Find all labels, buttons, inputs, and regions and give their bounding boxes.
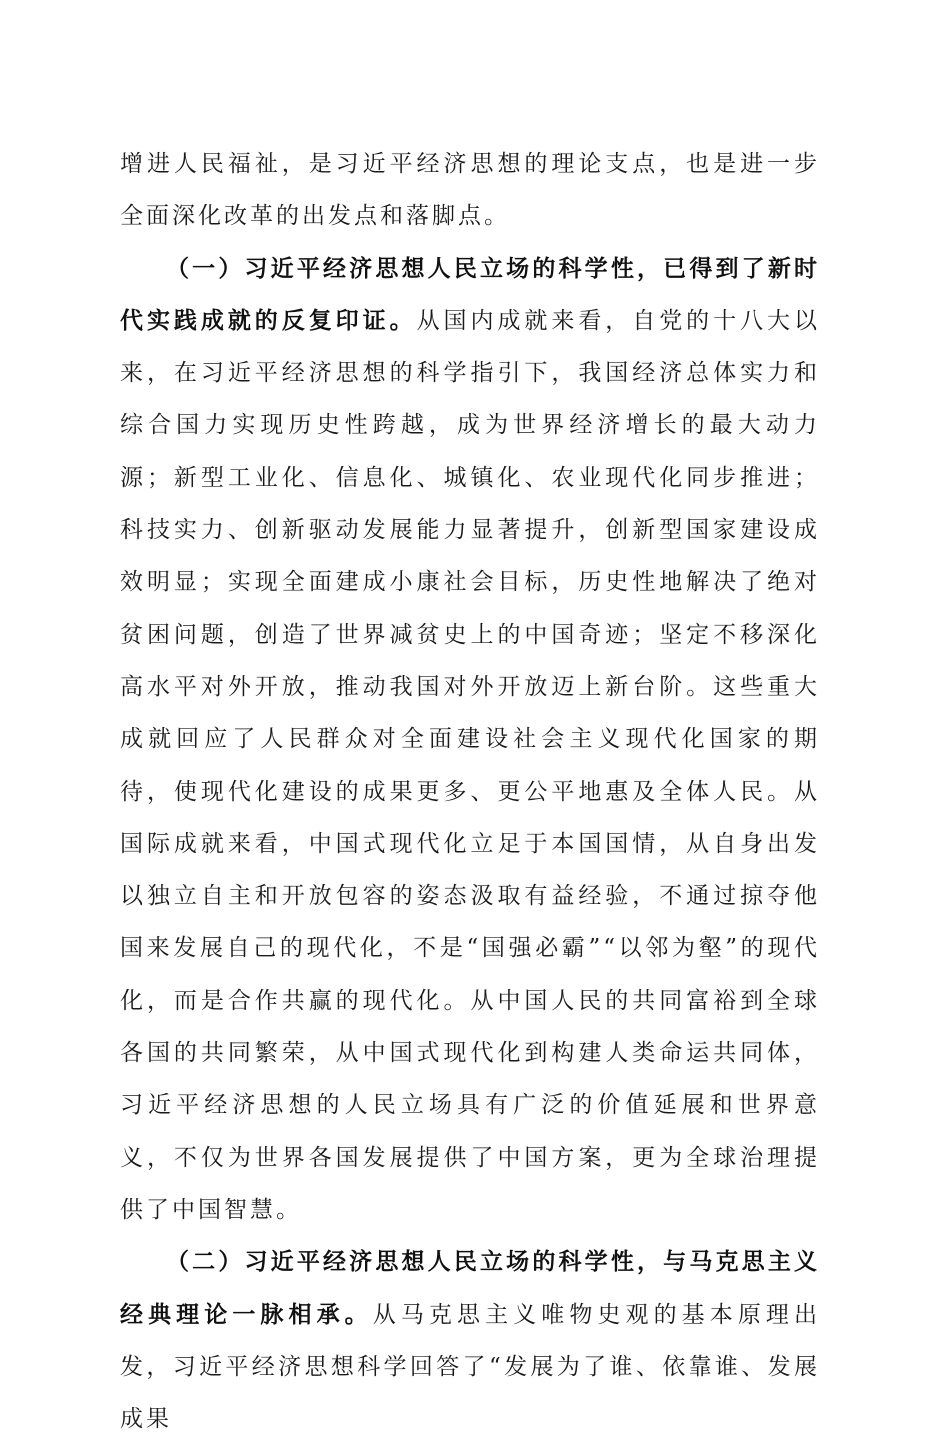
paragraph-2-text: 从国内成就来看，自党的十八大以来，在习近平经济思想的科学指引下，我国经济总体实力和综合国力实现历史性跨越，成为世界经济增长的最大动力源；新型工业化、信息化、城镇化、农业现代化同步推进；科技实力、创新驱动发展能力显著提升，创新型国家建设成效明显；实现全面建成小康社会目标，历史性地解决了绝对贫困问题，创造了世界减贫史上的中国奇迹；坚定不移深化高水平对外开放，推动我国对外开放迈上新台阶。这些重大成就回应了人民群众对全面建设社会主义现代化国家的期待，使现代化建设的成果更多、更公平地惠及全体人民。从国际成就来看，中国式现代化立足于本国国情，从自身出发以独立自主和开放包容的姿态汲取有益经验，不通过掠夺他国来发展自己的现代化，不是“国强必霸”“以邻为壑”的现代化，而是合作共赢的现代化。从中国人民的共同富裕到全球各国的共同繁荣，从中国式现代化到构建人类命运共同体，习近平经济思想的人民立场具有广泛的价值延展和世界意义，不仅为世界各国发展提供了中国方案，更为全球治理提供了中国智慧。 (120, 307, 821, 1223)
paragraph-1-text: 增进人民福祉，是习近平经济思想的理论支点，也是进一步全面深化改革的出发点和落脚点。 (120, 151, 820, 230)
paragraph-3-text: 从马克思主义唯物史观的基本原理出发，习近平经济思想科学回答了“发展为了谁、依靠谁、发展成果 (120, 1301, 821, 1433)
paragraph-3-heading: （二）习近平经济思想人民立场的科学性，与马克思主义经典理论一脉相承。 (120, 1249, 820, 1328)
paragraph-2 (120, 243, 820, 1237)
paragraph-1 (120, 138, 820, 243)
paragraph-3 (120, 1236, 820, 1445)
paragraph-2-heading: （一）习近平经济思想人民立场的科学性，已得到了新时代实践成就的反复印证。 (120, 255, 820, 334)
